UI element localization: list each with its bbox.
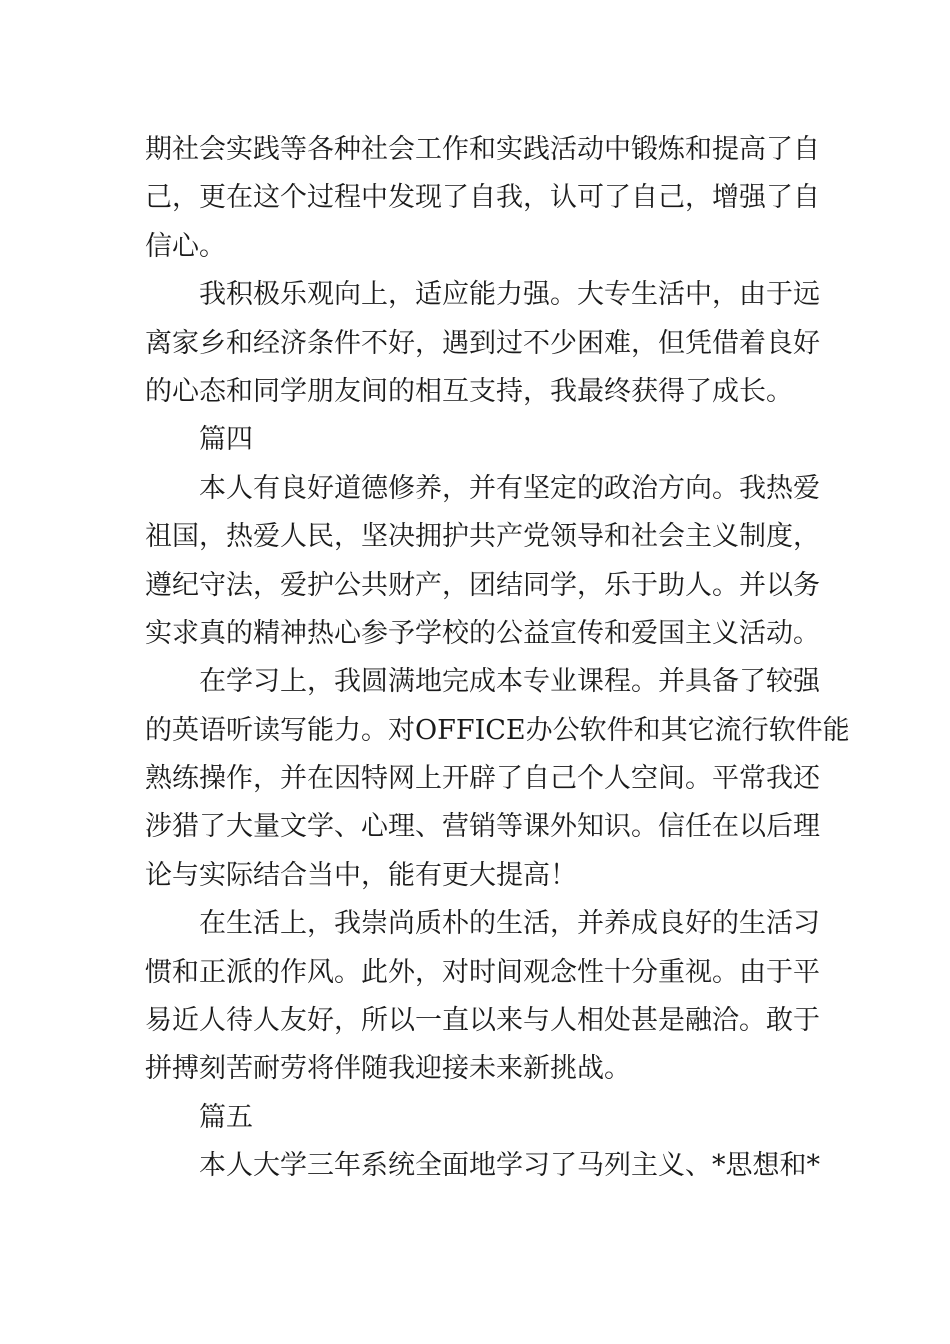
text-line: 祖国，热爱人民，坚决拥护共产党领导和社会主义制度， [145, 521, 820, 553]
section-heading: 篇四 [199, 424, 253, 456]
text-line: 遵纪守法，爱护公共财产，团结同学，乐于助人。并以务 [145, 569, 820, 601]
text-line: 论与实际结合当中，能有更大提高！ [145, 859, 577, 891]
text-line: 涉猎了大量文学、心理、营销等课外知识。信任在以后理 [145, 811, 820, 843]
text-line: 本人有良好道德修养，并有坚定的政治方向。我热爱 [199, 472, 820, 504]
text-line: 拼搏刻苦耐劳将伴随我迎接未来新挑战。 [145, 1053, 631, 1085]
text-line: 本人大学三年系统全面地学习了马列主义、*思想和* [199, 1150, 820, 1182]
text-line: 我积极乐观向上，适应能力强。大专生活中，由于远 [199, 279, 820, 311]
text-line: 信心。 [145, 230, 226, 262]
text-line: 惯和正派的作风。此外，对时间观念性十分重视。由于平 [145, 956, 820, 988]
text-line: 易近人待人友好，所以一直以来与人相处甚是融洽。敢于 [145, 1005, 820, 1037]
text-line: 熟练操作，并在因特网上开辟了自己个人空间。平常我还 [145, 763, 820, 795]
section-heading: 篇五 [199, 1101, 253, 1133]
text-line: 期社会实践等各种社会工作和实践活动中锻炼和提高了自 [145, 134, 820, 165]
text-line: 离家乡和经济条件不好，遇到过不少困难，但凭借着良好 [145, 327, 820, 359]
text-line: 在学习上，我圆满地完成本专业课程。并具备了较强 [199, 666, 820, 698]
text-line: 在生活上，我崇尚质朴的生活，并养成良好的生活习 [199, 908, 820, 940]
text-line: 的心态和同学朋友间的相互支持，我最终获得了成长。 [145, 375, 793, 407]
document-body [145, 126, 850, 1191]
text-line: 的英语听读写能力。对OFFICE办公软件和其它流行软件能 [145, 714, 850, 746]
text-line: 实求真的精神热心参予学校的公益宣传和爱国主义活动。 [145, 617, 820, 649]
text-line: 己，更在这个过程中发现了自我，认可了自己，增强了自 [145, 182, 820, 214]
